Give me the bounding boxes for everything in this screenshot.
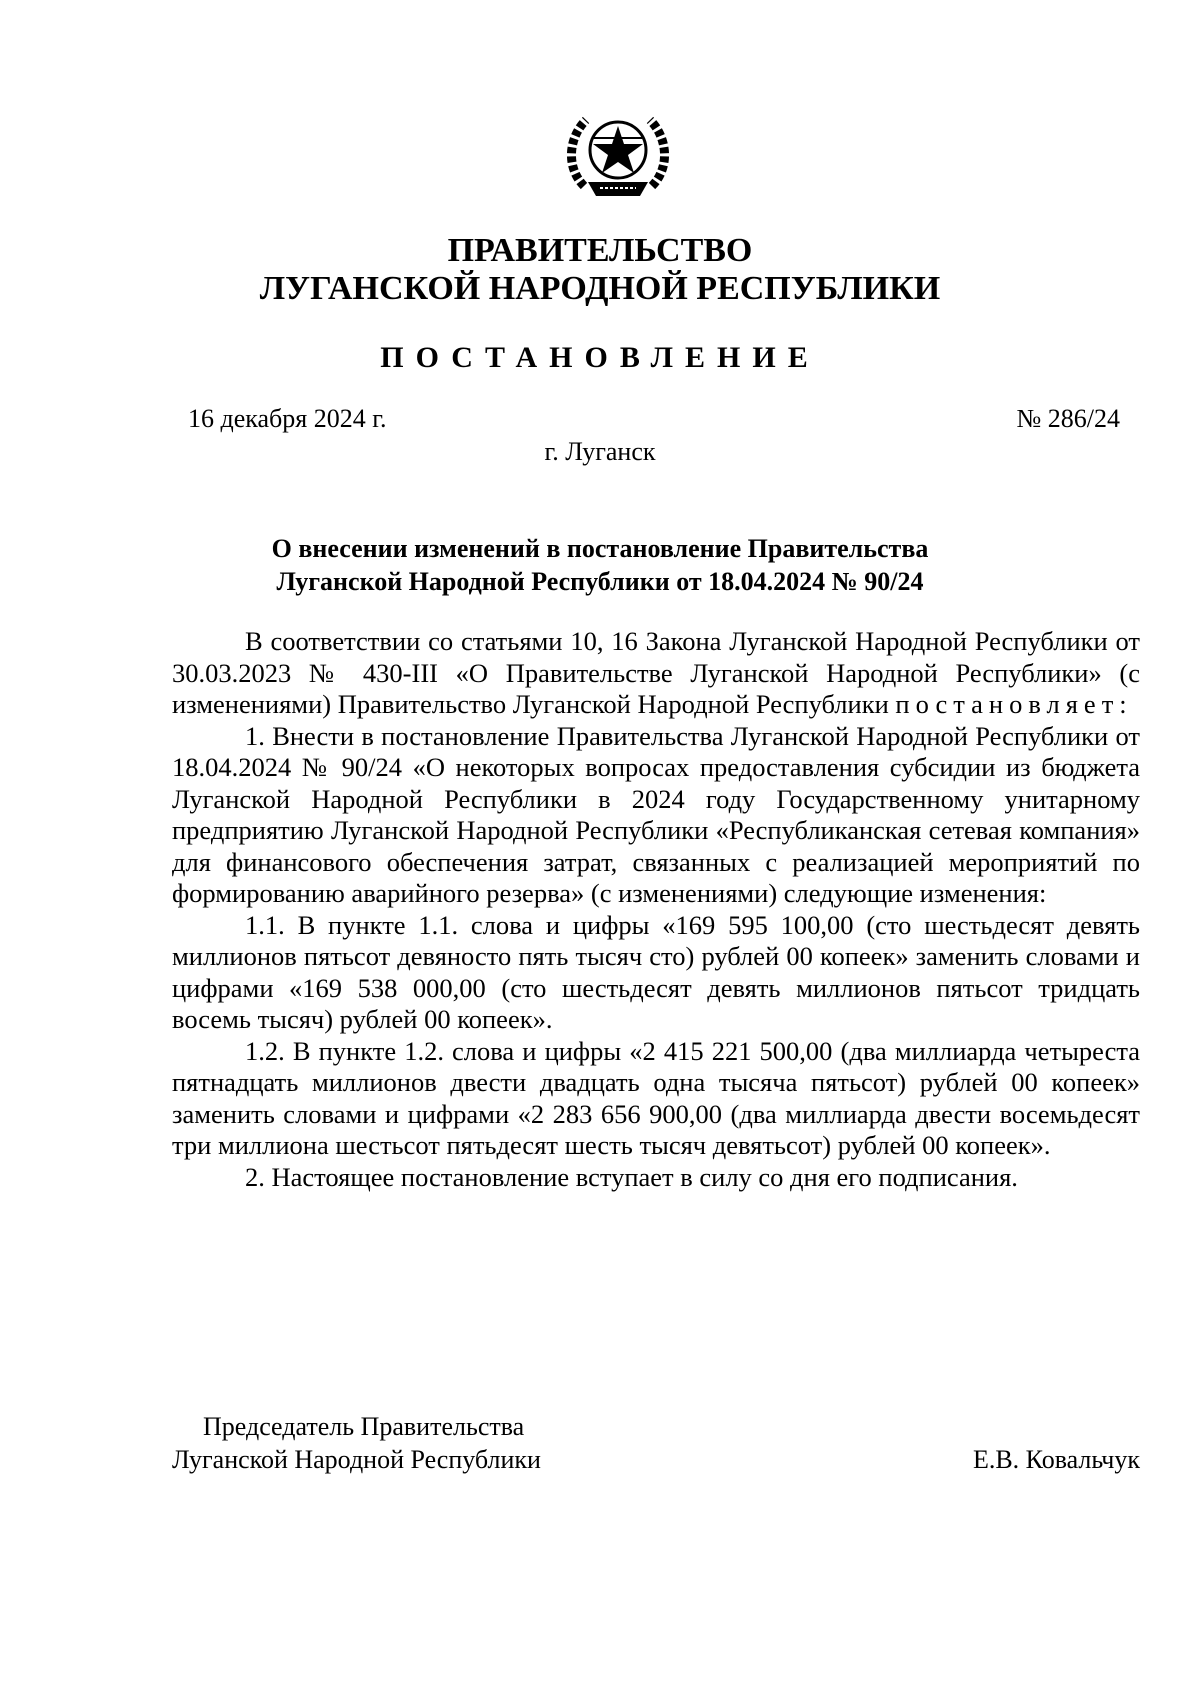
signatory-position-line-1: Председатель Правительства <box>203 1412 525 1441</box>
clause-1-2: 1.2. В пункте 1.2. слова и цифры «2 415 221 500,00 (два миллиарда четыреста пятнадцать миллионов двести двадцать одна тысяча пятьсот) рублей 00 копеек» заменить словами и цифрами «2 283 656 900,00 (два миллиарда двести восемьдесят три миллиона шестьсот пятьдесят шесть тысяч девятьсот) рублей 00 копеек». <box>172 1035 1140 1160</box>
coat-of-arms-icon <box>564 108 672 200</box>
clause-2: 2. Настоящее постановление вступает в силу со дня его подписания. <box>245 1161 1018 1192</box>
clause-1: 1. Внести в постановление Правительства Луганской Народной Республики от 18.04.2024 № 90/24 «О некоторых вопросах предоставления субсидии из бюджета Луганской Народной Республики в 2024 году Государственному унитарному предприятию Луганской Народной Республики «Республиканская сетевая компания» для финансового обеспечения затрат, связанных с реализацией мероприятий по формированию аварийного резерва» (с изменениями) следующие изменения: <box>172 720 1140 908</box>
subject-line-2: Луганской Народной Республики от 18.04.2024 № 90/24 <box>276 567 924 596</box>
decree-word: постановляет: <box>895 689 1133 719</box>
document-body <box>172 626 1140 1193</box>
intro-text: В соответствии со статьями 10, 16 Закона Луганской Народной Республики от 30.03.2023 № 430-III «О Правительстве Луганской Народной Республики» (с изменениями) Правительство Луганской Народной Республики <box>172 626 1140 719</box>
signatory-name: Е.В. Ковальчук <box>972 1445 1140 1474</box>
republic-title: ЛУГАНСКОЙ НАРОДНОЙ РЕСПУБЛИКИ <box>259 270 941 307</box>
document-number: № 286/24 <box>1016 404 1120 433</box>
government-title: ПРАВИТЕЛЬСТВО <box>447 232 753 269</box>
signatory-position <box>172 1410 541 1476</box>
document-type: ПОСТАНОВЛЕНИЕ <box>380 341 820 374</box>
document-city: г. Луганск <box>544 437 656 466</box>
subject-line-1: О внесении изменений в постановление Правительства <box>271 534 929 563</box>
intro-paragraph <box>172 626 1140 721</box>
document-subject <box>160 532 1040 598</box>
clause-1-1: 1.1. В пункте 1.1. слова и цифры «169 595 100,00 (сто шестьдесят девять миллионов пятьсот девяносто пять тысяч сто) рублей 00 копеек» заменить словами и цифрами «169 538 000,00 (сто шестьдесят девять миллионов пятьсот тридцать восемь тысяч) рублей 00 копеек». <box>172 909 1140 1034</box>
signatory-position-line-2: Луганской Народной Республики <box>172 1445 541 1474</box>
document-date: 16 декабря 2024 г. <box>188 404 387 433</box>
